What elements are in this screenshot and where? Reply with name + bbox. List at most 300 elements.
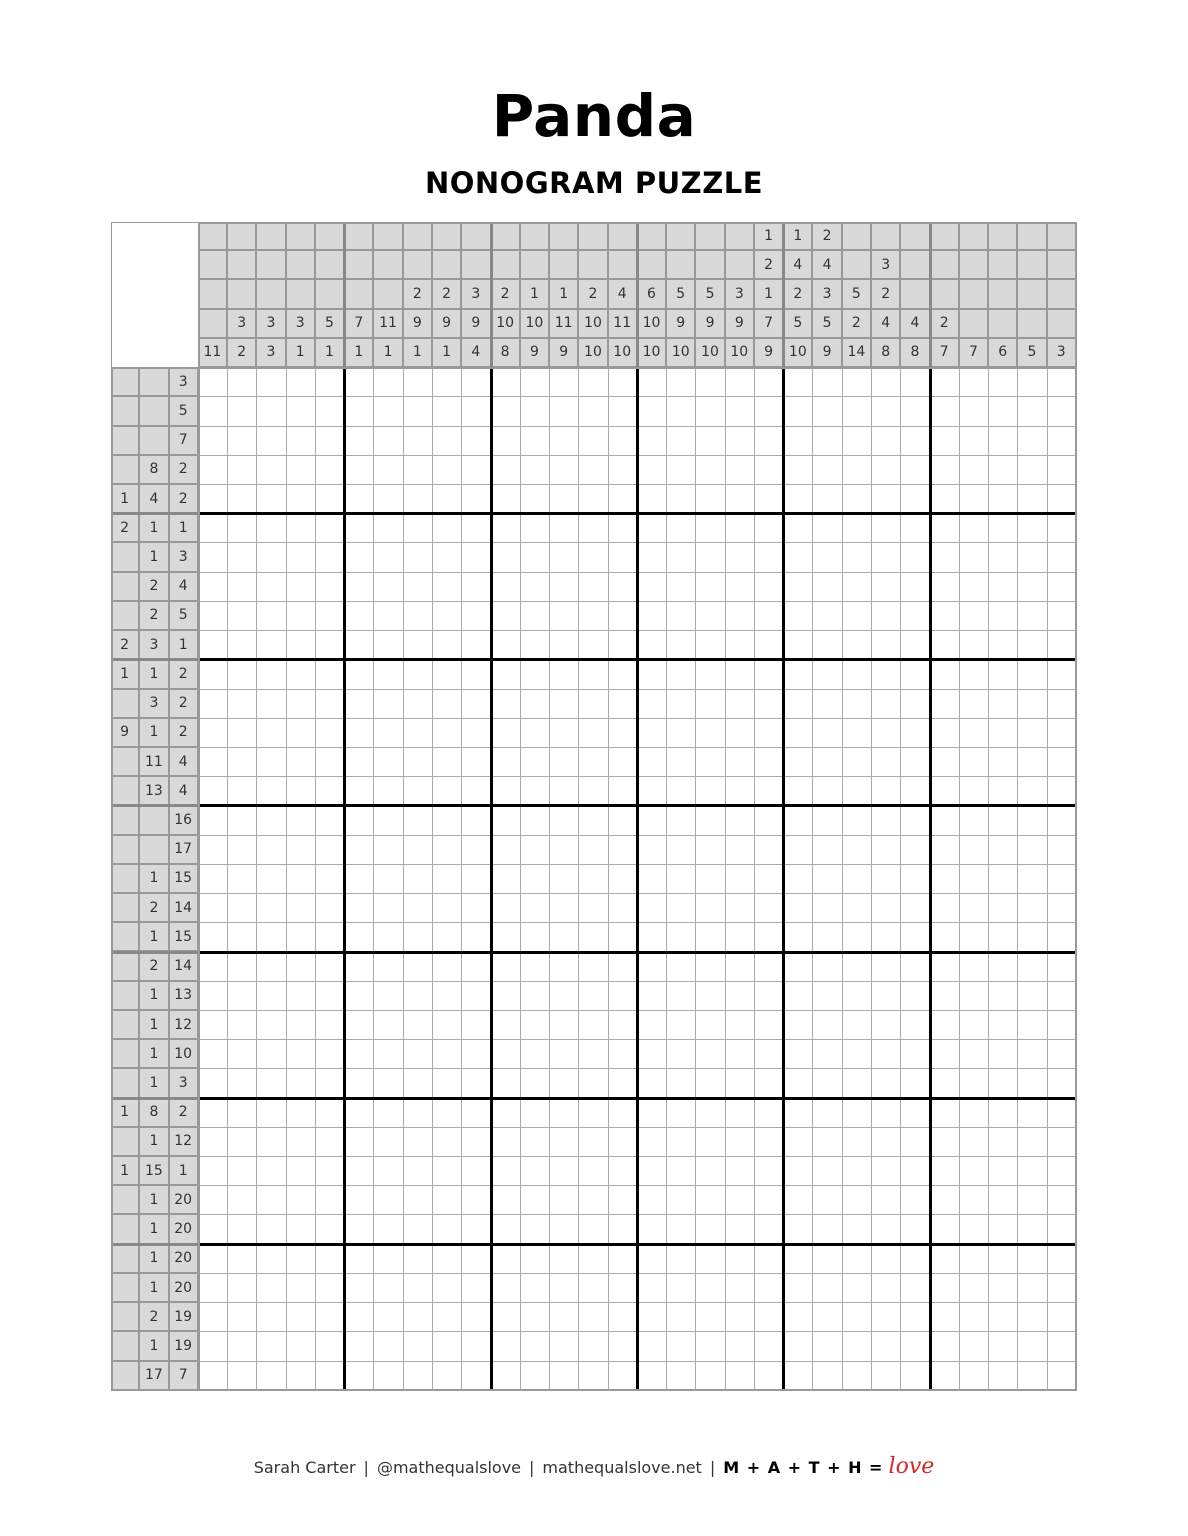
puzzle-cell[interactable] bbox=[287, 690, 316, 719]
puzzle-cell[interactable] bbox=[755, 1245, 784, 1274]
puzzle-cell[interactable] bbox=[784, 427, 813, 456]
puzzle-cell[interactable] bbox=[228, 690, 257, 719]
puzzle-cell[interactable] bbox=[257, 953, 286, 982]
puzzle-cell[interactable] bbox=[316, 427, 345, 456]
puzzle-cell[interactable] bbox=[1048, 865, 1077, 894]
puzzle-cell[interactable] bbox=[696, 953, 725, 982]
puzzle-cell[interactable] bbox=[872, 953, 901, 982]
puzzle-cell[interactable] bbox=[696, 1040, 725, 1069]
puzzle-cell[interactable] bbox=[199, 485, 228, 514]
puzzle-cell[interactable] bbox=[433, 1099, 462, 1128]
puzzle-cell[interactable] bbox=[931, 1040, 960, 1069]
puzzle-cell[interactable] bbox=[257, 397, 286, 426]
puzzle-cell[interactable] bbox=[374, 602, 403, 631]
puzzle-cell[interactable] bbox=[755, 923, 784, 952]
puzzle-cell[interactable] bbox=[345, 1040, 374, 1069]
puzzle-cell[interactable] bbox=[316, 865, 345, 894]
puzzle-cell[interactable] bbox=[784, 368, 813, 397]
puzzle-cell[interactable] bbox=[813, 690, 842, 719]
puzzle-cell[interactable] bbox=[345, 397, 374, 426]
puzzle-cell[interactable] bbox=[960, 1099, 989, 1128]
puzzle-cell[interactable] bbox=[638, 456, 667, 485]
puzzle-cell[interactable] bbox=[989, 953, 1018, 982]
puzzle-cell[interactable] bbox=[228, 602, 257, 631]
puzzle-cell[interactable] bbox=[433, 806, 462, 835]
puzzle-cell[interactable] bbox=[521, 719, 550, 748]
puzzle-cell[interactable] bbox=[872, 923, 901, 952]
puzzle-cell[interactable] bbox=[199, 573, 228, 602]
puzzle-cell[interactable] bbox=[492, 1274, 521, 1303]
puzzle-cell[interactable] bbox=[492, 397, 521, 426]
puzzle-cell[interactable] bbox=[960, 777, 989, 806]
puzzle-cell[interactable] bbox=[638, 865, 667, 894]
puzzle-cell[interactable] bbox=[550, 485, 579, 514]
puzzle-cell[interactable] bbox=[1018, 690, 1047, 719]
puzzle-cell[interactable] bbox=[579, 806, 608, 835]
puzzle-cell[interactable] bbox=[550, 894, 579, 923]
puzzle-cell[interactable] bbox=[1018, 514, 1047, 543]
puzzle-cell[interactable] bbox=[843, 543, 872, 572]
puzzle-cell[interactable] bbox=[492, 1099, 521, 1128]
puzzle-cell[interactable] bbox=[755, 836, 784, 865]
puzzle-cell[interactable] bbox=[404, 1332, 433, 1361]
puzzle-cell[interactable] bbox=[784, 1186, 813, 1215]
puzzle-cell[interactable] bbox=[901, 953, 930, 982]
puzzle-cell[interactable] bbox=[462, 690, 491, 719]
puzzle-cell[interactable] bbox=[872, 806, 901, 835]
puzzle-cell[interactable] bbox=[287, 573, 316, 602]
puzzle-cell[interactable] bbox=[872, 748, 901, 777]
puzzle-cell[interactable] bbox=[316, 368, 345, 397]
puzzle-cell[interactable] bbox=[784, 543, 813, 572]
puzzle-cell[interactable] bbox=[755, 573, 784, 602]
puzzle-cell[interactable] bbox=[462, 806, 491, 835]
puzzle-cell[interactable] bbox=[960, 1245, 989, 1274]
puzzle-cell[interactable] bbox=[550, 1274, 579, 1303]
puzzle-cell[interactable] bbox=[784, 602, 813, 631]
puzzle-cell[interactable] bbox=[784, 1362, 813, 1391]
puzzle-cell[interactable] bbox=[199, 1245, 228, 1274]
puzzle-cell[interactable] bbox=[696, 748, 725, 777]
puzzle-cell[interactable] bbox=[901, 368, 930, 397]
puzzle-cell[interactable] bbox=[521, 777, 550, 806]
puzzle-cell[interactable] bbox=[813, 456, 842, 485]
puzzle-cell[interactable] bbox=[462, 660, 491, 689]
puzzle-cell[interactable] bbox=[492, 748, 521, 777]
puzzle-cell[interactable] bbox=[784, 1303, 813, 1332]
puzzle-cell[interactable] bbox=[492, 1128, 521, 1157]
puzzle-cell[interactable] bbox=[696, 894, 725, 923]
puzzle-cell[interactable] bbox=[901, 1274, 930, 1303]
puzzle-cell[interactable] bbox=[696, 719, 725, 748]
puzzle-cell[interactable] bbox=[667, 1303, 696, 1332]
puzzle-cell[interactable] bbox=[872, 368, 901, 397]
puzzle-cell[interactable] bbox=[843, 427, 872, 456]
puzzle-cell[interactable] bbox=[696, 1099, 725, 1128]
puzzle-cell[interactable] bbox=[931, 894, 960, 923]
puzzle-cell[interactable] bbox=[492, 1186, 521, 1215]
puzzle-cell[interactable] bbox=[609, 602, 638, 631]
puzzle-cell[interactable] bbox=[638, 953, 667, 982]
puzzle-cell[interactable] bbox=[345, 1011, 374, 1040]
puzzle-cell[interactable] bbox=[287, 427, 316, 456]
puzzle-cell[interactable] bbox=[1018, 602, 1047, 631]
puzzle-cell[interactable] bbox=[931, 690, 960, 719]
puzzle-cell[interactable] bbox=[843, 602, 872, 631]
puzzle-cell[interactable] bbox=[316, 1099, 345, 1128]
puzzle-cell[interactable] bbox=[374, 427, 403, 456]
puzzle-cell[interactable] bbox=[901, 719, 930, 748]
puzzle-cell[interactable] bbox=[726, 543, 755, 572]
puzzle-cell[interactable] bbox=[931, 923, 960, 952]
puzzle-cell[interactable] bbox=[345, 719, 374, 748]
puzzle-cell[interactable] bbox=[374, 1186, 403, 1215]
puzzle-cell[interactable] bbox=[784, 660, 813, 689]
puzzle-cell[interactable] bbox=[345, 1303, 374, 1332]
puzzle-cell[interactable] bbox=[287, 1245, 316, 1274]
puzzle-cell[interactable] bbox=[784, 456, 813, 485]
puzzle-cell[interactable] bbox=[1018, 427, 1047, 456]
puzzle-cell[interactable] bbox=[579, 836, 608, 865]
puzzle-cell[interactable] bbox=[345, 631, 374, 660]
puzzle-cell[interactable] bbox=[843, 836, 872, 865]
puzzle-cell[interactable] bbox=[521, 602, 550, 631]
puzzle-cell[interactable] bbox=[667, 923, 696, 952]
puzzle-cell[interactable] bbox=[726, 1303, 755, 1332]
puzzle-cell[interactable] bbox=[462, 573, 491, 602]
puzzle-cell[interactable] bbox=[755, 1128, 784, 1157]
puzzle-cell[interactable] bbox=[989, 1099, 1018, 1128]
puzzle-cell[interactable] bbox=[843, 1274, 872, 1303]
puzzle-cell[interactable] bbox=[521, 1099, 550, 1128]
puzzle-cell[interactable] bbox=[199, 748, 228, 777]
puzzle-cell[interactable] bbox=[1048, 1128, 1077, 1157]
puzzle-cell[interactable] bbox=[755, 631, 784, 660]
puzzle-cell[interactable] bbox=[726, 1362, 755, 1391]
puzzle-cell[interactable] bbox=[199, 777, 228, 806]
puzzle-cell[interactable] bbox=[872, 777, 901, 806]
puzzle-cell[interactable] bbox=[199, 543, 228, 572]
puzzle-cell[interactable] bbox=[579, 1332, 608, 1361]
puzzle-cell[interactable] bbox=[960, 1303, 989, 1332]
puzzle-cell[interactable] bbox=[931, 1245, 960, 1274]
puzzle-cell[interactable] bbox=[228, 953, 257, 982]
puzzle-cell[interactable] bbox=[287, 543, 316, 572]
puzzle-cell[interactable] bbox=[199, 1040, 228, 1069]
puzzle-cell[interactable] bbox=[638, 1186, 667, 1215]
puzzle-cell[interactable] bbox=[667, 427, 696, 456]
puzzle-cell[interactable] bbox=[813, 631, 842, 660]
puzzle-cell[interactable] bbox=[813, 427, 842, 456]
puzzle-cell[interactable] bbox=[755, 1303, 784, 1332]
puzzle-cell[interactable] bbox=[755, 1011, 784, 1040]
puzzle-cell[interactable] bbox=[989, 894, 1018, 923]
puzzle-cell[interactable] bbox=[462, 865, 491, 894]
puzzle-cell[interactable] bbox=[462, 1303, 491, 1332]
puzzle-cell[interactable] bbox=[521, 748, 550, 777]
puzzle-cell[interactable] bbox=[257, 1040, 286, 1069]
puzzle-cell[interactable] bbox=[374, 660, 403, 689]
puzzle-cell[interactable] bbox=[199, 953, 228, 982]
puzzle-cell[interactable] bbox=[492, 982, 521, 1011]
puzzle-cell[interactable] bbox=[199, 660, 228, 689]
puzzle-cell[interactable] bbox=[696, 1303, 725, 1332]
puzzle-cell[interactable] bbox=[755, 865, 784, 894]
puzzle-cell[interactable] bbox=[989, 1186, 1018, 1215]
puzzle-cell[interactable] bbox=[813, 1245, 842, 1274]
puzzle-cell[interactable] bbox=[374, 1332, 403, 1361]
puzzle-cell[interactable] bbox=[404, 1274, 433, 1303]
puzzle-cell[interactable] bbox=[521, 631, 550, 660]
puzzle-cell[interactable] bbox=[228, 1186, 257, 1215]
puzzle-cell[interactable] bbox=[257, 1011, 286, 1040]
puzzle-cell[interactable] bbox=[989, 719, 1018, 748]
puzzle-cell[interactable] bbox=[579, 923, 608, 952]
puzzle-cell[interactable] bbox=[755, 894, 784, 923]
puzzle-cell[interactable] bbox=[784, 865, 813, 894]
puzzle-cell[interactable] bbox=[199, 1186, 228, 1215]
puzzle-cell[interactable] bbox=[843, 953, 872, 982]
puzzle-cell[interactable] bbox=[696, 982, 725, 1011]
puzzle-cell[interactable] bbox=[931, 573, 960, 602]
puzzle-cell[interactable] bbox=[257, 543, 286, 572]
puzzle-cell[interactable] bbox=[199, 836, 228, 865]
puzzle-cell[interactable] bbox=[843, 514, 872, 543]
puzzle-cell[interactable] bbox=[579, 1011, 608, 1040]
puzzle-cell[interactable] bbox=[374, 485, 403, 514]
puzzle-cell[interactable] bbox=[726, 1128, 755, 1157]
puzzle-cell[interactable] bbox=[667, 1040, 696, 1069]
puzzle-cell[interactable] bbox=[667, 894, 696, 923]
puzzle-cell[interactable] bbox=[345, 1245, 374, 1274]
puzzle-cell[interactable] bbox=[901, 1245, 930, 1274]
puzzle-cell[interactable] bbox=[228, 1274, 257, 1303]
puzzle-cell[interactable] bbox=[813, 1215, 842, 1244]
puzzle-cell[interactable] bbox=[872, 1157, 901, 1186]
puzzle-cell[interactable] bbox=[872, 1332, 901, 1361]
puzzle-cell[interactable] bbox=[931, 368, 960, 397]
puzzle-cell[interactable] bbox=[638, 690, 667, 719]
puzzle-cell[interactable] bbox=[872, 690, 901, 719]
puzzle-cell[interactable] bbox=[609, 573, 638, 602]
puzzle-cell[interactable] bbox=[960, 1332, 989, 1361]
puzzle-cell[interactable] bbox=[901, 923, 930, 952]
puzzle-cell[interactable] bbox=[287, 982, 316, 1011]
puzzle-cell[interactable] bbox=[579, 719, 608, 748]
puzzle-cell[interactable] bbox=[813, 1040, 842, 1069]
puzzle-cell[interactable] bbox=[872, 836, 901, 865]
puzzle-cell[interactable] bbox=[199, 719, 228, 748]
puzzle-cell[interactable] bbox=[492, 660, 521, 689]
puzzle-cell[interactable] bbox=[462, 1040, 491, 1069]
puzzle-cell[interactable] bbox=[492, 1069, 521, 1098]
puzzle-cell[interactable] bbox=[550, 777, 579, 806]
puzzle-cell[interactable] bbox=[813, 1069, 842, 1098]
puzzle-cell[interactable] bbox=[433, 1274, 462, 1303]
puzzle-cell[interactable] bbox=[813, 1128, 842, 1157]
puzzle-cell[interactable] bbox=[696, 427, 725, 456]
puzzle-cell[interactable] bbox=[989, 865, 1018, 894]
puzzle-cell[interactable] bbox=[901, 690, 930, 719]
puzzle-cell[interactable] bbox=[667, 953, 696, 982]
puzzle-cell[interactable] bbox=[843, 894, 872, 923]
puzzle-cell[interactable] bbox=[843, 923, 872, 952]
puzzle-cell[interactable] bbox=[550, 806, 579, 835]
puzzle-cell[interactable] bbox=[1018, 485, 1047, 514]
puzzle-cell[interactable] bbox=[931, 397, 960, 426]
puzzle-cell[interactable] bbox=[228, 748, 257, 777]
puzzle-cell[interactable] bbox=[1048, 1245, 1077, 1274]
puzzle-cell[interactable] bbox=[638, 777, 667, 806]
puzzle-cell[interactable] bbox=[404, 923, 433, 952]
puzzle-cell[interactable] bbox=[316, 1332, 345, 1361]
puzzle-cell[interactable] bbox=[433, 485, 462, 514]
puzzle-cell[interactable] bbox=[667, 602, 696, 631]
puzzle-cell[interactable] bbox=[404, 836, 433, 865]
puzzle-cell[interactable] bbox=[462, 1332, 491, 1361]
puzzle-cell[interactable] bbox=[199, 397, 228, 426]
puzzle-cell[interactable] bbox=[345, 660, 374, 689]
puzzle-cell[interactable] bbox=[1048, 690, 1077, 719]
puzzle-cell[interactable] bbox=[579, 514, 608, 543]
puzzle-cell[interactable] bbox=[638, 514, 667, 543]
puzzle-cell[interactable] bbox=[696, 543, 725, 572]
puzzle-cell[interactable] bbox=[1018, 894, 1047, 923]
puzzle-cell[interactable] bbox=[433, 602, 462, 631]
puzzle-cell[interactable] bbox=[901, 514, 930, 543]
puzzle-cell[interactable] bbox=[228, 660, 257, 689]
puzzle-cell[interactable] bbox=[813, 1362, 842, 1391]
puzzle-cell[interactable] bbox=[843, 1186, 872, 1215]
puzzle-cell[interactable] bbox=[1018, 1157, 1047, 1186]
puzzle-cell[interactable] bbox=[784, 953, 813, 982]
puzzle-cell[interactable] bbox=[989, 836, 1018, 865]
puzzle-cell[interactable] bbox=[550, 1128, 579, 1157]
puzzle-cell[interactable] bbox=[257, 1157, 286, 1186]
puzzle-cell[interactable] bbox=[755, 690, 784, 719]
puzzle-cell[interactable] bbox=[931, 1128, 960, 1157]
puzzle-cell[interactable] bbox=[345, 894, 374, 923]
puzzle-cell[interactable] bbox=[433, 1303, 462, 1332]
puzzle-cell[interactable] bbox=[726, 806, 755, 835]
puzzle-cell[interactable] bbox=[843, 573, 872, 602]
puzzle-cell[interactable] bbox=[755, 1332, 784, 1361]
puzzle-cell[interactable] bbox=[726, 1040, 755, 1069]
puzzle-cell[interactable] bbox=[550, 1069, 579, 1098]
puzzle-cell[interactable] bbox=[696, 923, 725, 952]
puzzle-cell[interactable] bbox=[813, 953, 842, 982]
puzzle-cell[interactable] bbox=[579, 427, 608, 456]
puzzle-cell[interactable] bbox=[287, 602, 316, 631]
puzzle-cell[interactable] bbox=[960, 894, 989, 923]
puzzle-cell[interactable] bbox=[813, 573, 842, 602]
puzzle-cell[interactable] bbox=[579, 865, 608, 894]
puzzle-cell[interactable] bbox=[960, 514, 989, 543]
puzzle-cell[interactable] bbox=[199, 690, 228, 719]
puzzle-cell[interactable] bbox=[901, 602, 930, 631]
puzzle-cell[interactable] bbox=[667, 1362, 696, 1391]
puzzle-cell[interactable] bbox=[374, 543, 403, 572]
puzzle-cell[interactable] bbox=[228, 836, 257, 865]
puzzle-cell[interactable] bbox=[257, 660, 286, 689]
puzzle-cell[interactable] bbox=[609, 543, 638, 572]
puzzle-cell[interactable] bbox=[784, 631, 813, 660]
puzzle-cell[interactable] bbox=[257, 368, 286, 397]
puzzle-cell[interactable] bbox=[287, 1274, 316, 1303]
puzzle-cell[interactable] bbox=[228, 368, 257, 397]
puzzle-cell[interactable] bbox=[433, 514, 462, 543]
puzzle-cell[interactable] bbox=[287, 1215, 316, 1244]
puzzle-cell[interactable] bbox=[345, 368, 374, 397]
puzzle-cell[interactable] bbox=[989, 1040, 1018, 1069]
puzzle-cell[interactable] bbox=[1048, 923, 1077, 952]
puzzle-cell[interactable] bbox=[316, 748, 345, 777]
puzzle-cell[interactable] bbox=[696, 660, 725, 689]
puzzle-cell[interactable] bbox=[374, 1069, 403, 1098]
puzzle-cell[interactable] bbox=[316, 1245, 345, 1274]
puzzle-cell[interactable] bbox=[287, 923, 316, 952]
puzzle-cell[interactable] bbox=[609, 748, 638, 777]
puzzle-cell[interactable] bbox=[404, 982, 433, 1011]
puzzle-cell[interactable] bbox=[784, 748, 813, 777]
puzzle-cell[interactable] bbox=[1048, 368, 1077, 397]
puzzle-cell[interactable] bbox=[960, 923, 989, 952]
puzzle-cell[interactable] bbox=[609, 777, 638, 806]
puzzle-cell[interactable] bbox=[316, 1362, 345, 1391]
puzzle-cell[interactable] bbox=[1048, 514, 1077, 543]
puzzle-cell[interactable] bbox=[345, 690, 374, 719]
puzzle-cell[interactable] bbox=[228, 456, 257, 485]
puzzle-cell[interactable] bbox=[287, 1303, 316, 1332]
puzzle-cell[interactable] bbox=[228, 514, 257, 543]
puzzle-cell[interactable] bbox=[433, 1215, 462, 1244]
puzzle-cell[interactable] bbox=[726, 953, 755, 982]
puzzle-cell[interactable] bbox=[228, 923, 257, 952]
puzzle-cell[interactable] bbox=[755, 543, 784, 572]
puzzle-cell[interactable] bbox=[667, 719, 696, 748]
puzzle-cell[interactable] bbox=[726, 894, 755, 923]
puzzle-cell[interactable] bbox=[492, 427, 521, 456]
puzzle-cell[interactable] bbox=[696, 602, 725, 631]
puzzle-cell[interactable] bbox=[1018, 923, 1047, 952]
puzzle-cell[interactable] bbox=[609, 836, 638, 865]
puzzle-cell[interactable] bbox=[287, 865, 316, 894]
puzzle-cell[interactable] bbox=[433, 1245, 462, 1274]
puzzle-cell[interactable] bbox=[287, 485, 316, 514]
puzzle-cell[interactable] bbox=[609, 1332, 638, 1361]
puzzle-cell[interactable] bbox=[667, 806, 696, 835]
puzzle-cell[interactable] bbox=[1048, 953, 1077, 982]
puzzle-cell[interactable] bbox=[755, 660, 784, 689]
puzzle-cell[interactable] bbox=[228, 1069, 257, 1098]
puzzle-cell[interactable] bbox=[989, 514, 1018, 543]
puzzle-cell[interactable] bbox=[931, 631, 960, 660]
puzzle-cell[interactable] bbox=[1018, 982, 1047, 1011]
puzzle-cell[interactable] bbox=[872, 1099, 901, 1128]
puzzle-cell[interactable] bbox=[755, 719, 784, 748]
puzzle-cell[interactable] bbox=[257, 1186, 286, 1215]
puzzle-cell[interactable] bbox=[550, 573, 579, 602]
puzzle-cell[interactable] bbox=[257, 485, 286, 514]
puzzle-cell[interactable] bbox=[609, 953, 638, 982]
puzzle-cell[interactable] bbox=[901, 836, 930, 865]
puzzle-cell[interactable] bbox=[228, 806, 257, 835]
puzzle-cell[interactable] bbox=[462, 953, 491, 982]
puzzle-cell[interactable] bbox=[813, 982, 842, 1011]
puzzle-cell[interactable] bbox=[609, 1099, 638, 1128]
puzzle-cell[interactable] bbox=[931, 748, 960, 777]
puzzle-cell[interactable] bbox=[462, 1011, 491, 1040]
